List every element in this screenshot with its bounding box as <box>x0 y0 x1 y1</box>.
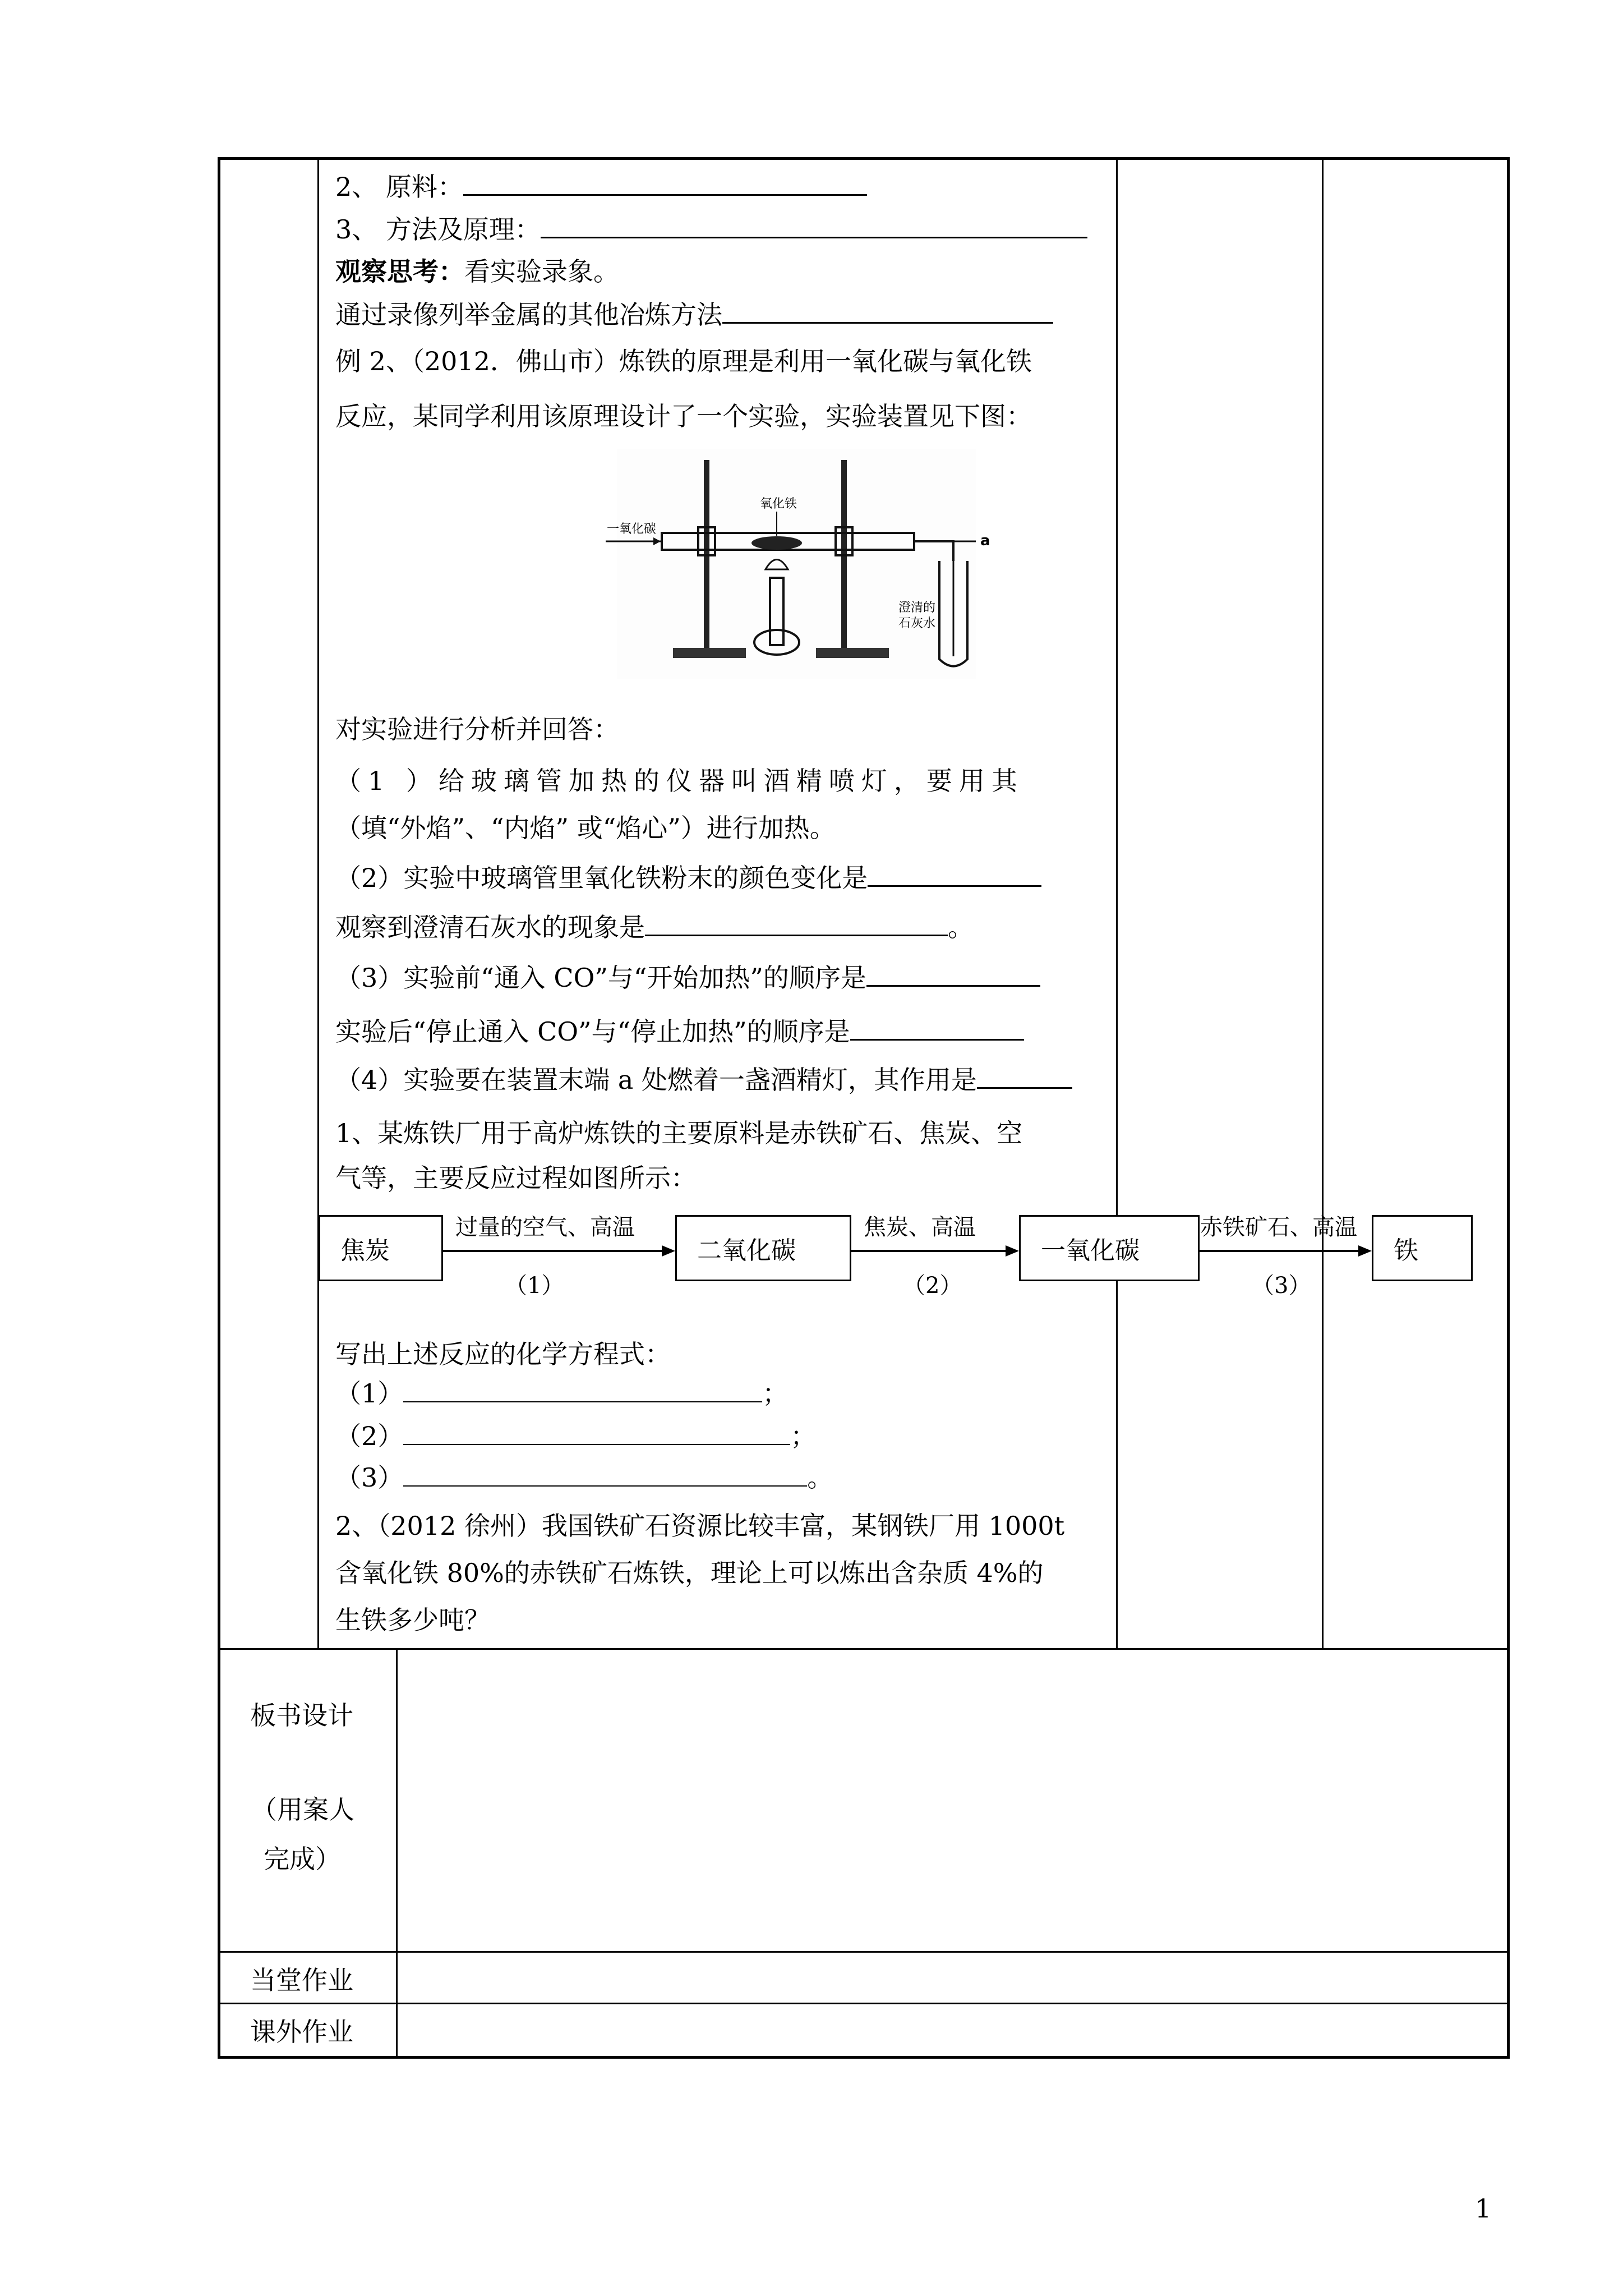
question3-line-a: （3）实验前“通入 CO”与“开始加热”的顺序是 <box>335 960 1040 995</box>
equation-prompt: 写出上述反应的化学方程式： <box>335 1339 671 1369</box>
flow-box-co2: 二氧化碳 <box>675 1215 851 1281</box>
flow-box-iron: 铁 <box>1372 1215 1473 1281</box>
equation2-line: （2） ； <box>335 1419 816 1453</box>
home-homework-label: 课外作业 <box>250 2017 353 2047</box>
col-divider-1 <box>317 157 319 1649</box>
limewater-label-2: 石灰水 <box>898 616 936 631</box>
answer-blank[interactable] <box>722 297 1053 324</box>
row-divider-2 <box>218 1951 1510 1953</box>
fe2o3-label: 氧化铁 <box>760 497 797 511</box>
question4-line: （4）实验要在装置末端 a 处燃着一盏酒精灯，其作用是 <box>335 1062 1072 1097</box>
experiment-apparatus-figure <box>594 449 1009 684</box>
example2-line-a: 例 2、（2012．佛山市）炼铁的原理是利用一氧化碳与氧化铁 <box>335 346 1032 376</box>
step1-label: （1） <box>505 1273 564 1299</box>
example2-line-b: 反应，某同学利用该原理设计了一个实验，实验装置见下图： <box>335 401 1032 431</box>
limewater-label-1: 澄清的 <box>898 601 936 615</box>
question1-line-a: （1 ）给玻璃管加热的仪器叫酒精喷灯，要用其 <box>335 766 1024 796</box>
method-principle-line: 3、 方法及原理： <box>335 212 1087 246</box>
question1-line-b: （填“外焰”、“内焰” 或“焰心”）进行加热。 <box>335 813 836 843</box>
equation1-line: （1） ； <box>335 1377 788 1410</box>
problem1-line-a: 1、某炼铁厂用于高炉炼铁的主要原料是赤铁矿石、焦炭、空 <box>335 1118 1023 1148</box>
answer-blank[interactable] <box>645 910 948 936</box>
page-number: 1 <box>1475 2193 1492 2224</box>
board-design-sub2: 完成） <box>264 1844 341 1874</box>
arrow1-label: 过量的空气、高温 <box>455 1214 635 1240</box>
col-divider-3 <box>1322 157 1324 1649</box>
question2-line-b: 观察到澄清石灰水的现象是 。 <box>335 910 974 944</box>
answer-blank[interactable] <box>403 1461 807 1487</box>
answer-blank[interactable] <box>403 1377 762 1402</box>
raw-materials-line: 2、 原料： <box>335 169 867 204</box>
problem2-line-b: 含氧化铁 80%的赤铁矿石炼铁，理论上可以炼出含杂质 4%的 <box>335 1558 1044 1588</box>
a-label: a <box>980 532 990 549</box>
col-divider-2 <box>1116 157 1118 1649</box>
flow-box-coke: 焦炭 <box>319 1215 443 1281</box>
label-col-divider <box>396 1648 398 2058</box>
table-bottom-border <box>218 2056 1510 2059</box>
table-right-border <box>1507 157 1510 2059</box>
answer-blank[interactable] <box>868 861 1041 887</box>
problem2-line-c: 生铁多少吨？ <box>335 1605 490 1635</box>
row-divider-3 <box>218 2003 1510 2004</box>
flow-box-co: 一氧化碳 <box>1019 1215 1200 1281</box>
table-left-border <box>218 157 220 2059</box>
flow-arrows <box>0 1234 1623 1268</box>
answer-blank[interactable] <box>866 960 1040 987</box>
co-label: 一氧化碳 <box>607 522 657 536</box>
arrow3-label: 赤铁矿石、高温 <box>1200 1214 1357 1240</box>
equation3-line: （3） 。 <box>335 1461 833 1494</box>
step2-label: （2） <box>903 1273 962 1299</box>
answer-blank[interactable] <box>463 169 867 196</box>
board-design-label: 板书设计 <box>250 1700 353 1731</box>
board-design-sub1: （用案人 <box>251 1795 354 1825</box>
other-methods-line: 通过录像列举金属的其他冶炼方法 <box>335 297 1053 332</box>
arrow2-label: 焦炭、高温 <box>864 1214 976 1240</box>
answer-blank[interactable] <box>403 1419 790 1445</box>
row-divider-1 <box>218 1648 1510 1650</box>
problem2-line-a: 2、（2012 徐州）我国铁矿石资源比较丰富，某钢铁厂用 1000t <box>335 1511 1065 1541</box>
question2-line-a: （2）实验中玻璃管里氧化铁粉末的颜色变化是 <box>335 861 1041 895</box>
table-top-border <box>218 157 1510 160</box>
answer-blank[interactable] <box>850 1014 1024 1041</box>
class-homework-label: 当堂作业 <box>250 1965 353 1995</box>
answer-blank[interactable] <box>541 212 1087 238</box>
analysis-prompt: 对实验进行分析并回答： <box>335 714 619 744</box>
answer-blank[interactable] <box>977 1062 1072 1089</box>
step3-label: （3） <box>1252 1273 1311 1299</box>
observe-think-line: 观察思考：看实验录象。 <box>335 256 619 287</box>
question3-line-b: 实验后“停止通入 CO”与“停止加热”的顺序是 <box>335 1014 1024 1048</box>
problem1-line-b: 气等，主要反应过程如图所示： <box>335 1163 697 1193</box>
